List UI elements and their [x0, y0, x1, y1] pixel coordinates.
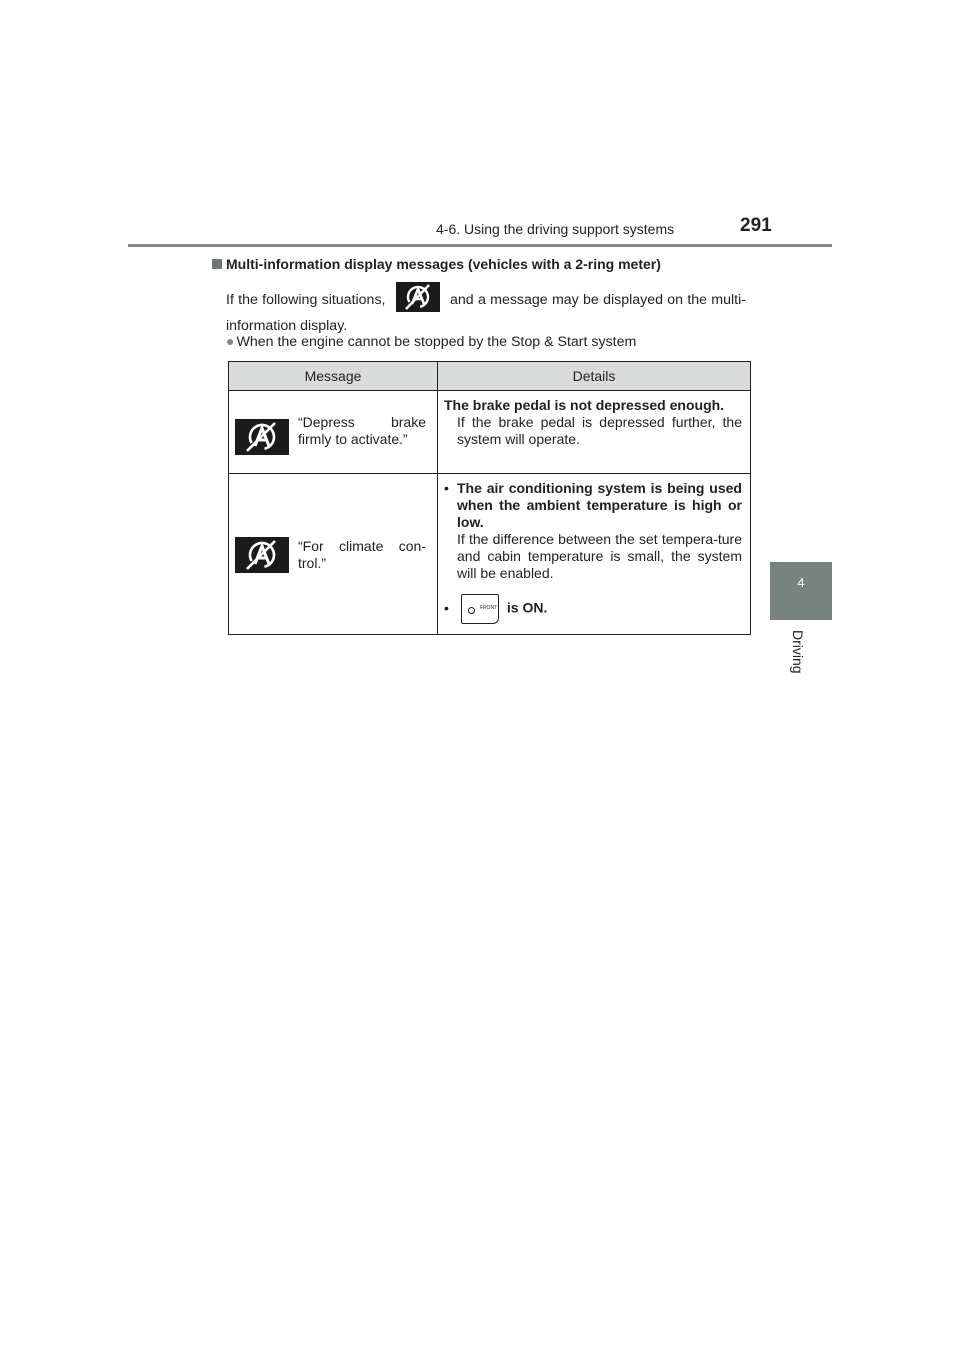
- page-number: 291: [740, 215, 772, 236]
- table-row: [229, 391, 751, 474]
- header-rule: [128, 244, 832, 247]
- subsection-heading: [212, 256, 661, 272]
- bullet-text: When the engine cannot be stopped by the Stop & Start system: [236, 334, 637, 350]
- message-table: [228, 361, 751, 635]
- details-cell: [438, 474, 751, 635]
- front-defogger-switch-icon: FRONT: [461, 594, 499, 624]
- details-bold: The brake pedal is not depressed enough.: [444, 397, 725, 413]
- details-bullet-2: [444, 594, 742, 628]
- intro-paragraph: [226, 285, 746, 338]
- details-text: If the difference between the set tempera-ture and cabin temperature is small, the system will be enabled.: [457, 531, 742, 581]
- stop-start-cancel-icon: [396, 282, 440, 312]
- bullet-dot-icon: ●: [226, 333, 235, 349]
- message-text: “Depress brake firmly to activate.”: [298, 414, 426, 447]
- message-cell: [229, 474, 438, 635]
- chapter-number: 4: [797, 575, 805, 590]
- details-cell: [438, 391, 751, 474]
- heading-text: Multi-information display messages (vehicles with a 2-ring meter): [226, 256, 661, 272]
- bullet-marker: •: [444, 480, 449, 496]
- chapter-label: Driving: [790, 630, 806, 674]
- details-bullet-1: [444, 480, 742, 582]
- intro-before: If the following situations,: [226, 291, 386, 308]
- table-header-row: [229, 362, 751, 391]
- chapter-tab: [770, 562, 832, 620]
- message-text: “For climate con-trol.”: [298, 538, 426, 571]
- stop-start-cancel-icon: [235, 537, 289, 573]
- details-text: If the brake pedal is depressed further, the system will operate.: [457, 414, 742, 447]
- details-bold: is ON.: [506, 599, 548, 616]
- stop-start-cancel-icon: [235, 419, 289, 455]
- message-cell: [229, 391, 438, 474]
- bullet-item: [226, 333, 636, 350]
- table-row: [229, 474, 751, 635]
- section-title: 4-6. Using the driving support systems: [436, 221, 675, 237]
- heading-square-icon: [212, 259, 222, 269]
- col-message: Message: [229, 362, 438, 391]
- col-details: Details: [438, 362, 751, 391]
- bullet-marker: •: [444, 599, 449, 616]
- details-bold: The air conditioning system is being used when the ambient temperature is high or low.: [457, 480, 742, 530]
- intro-after: and a message may be displayed on the multi-information display.: [226, 291, 746, 334]
- chapter-label-wrap: [758, 630, 838, 690]
